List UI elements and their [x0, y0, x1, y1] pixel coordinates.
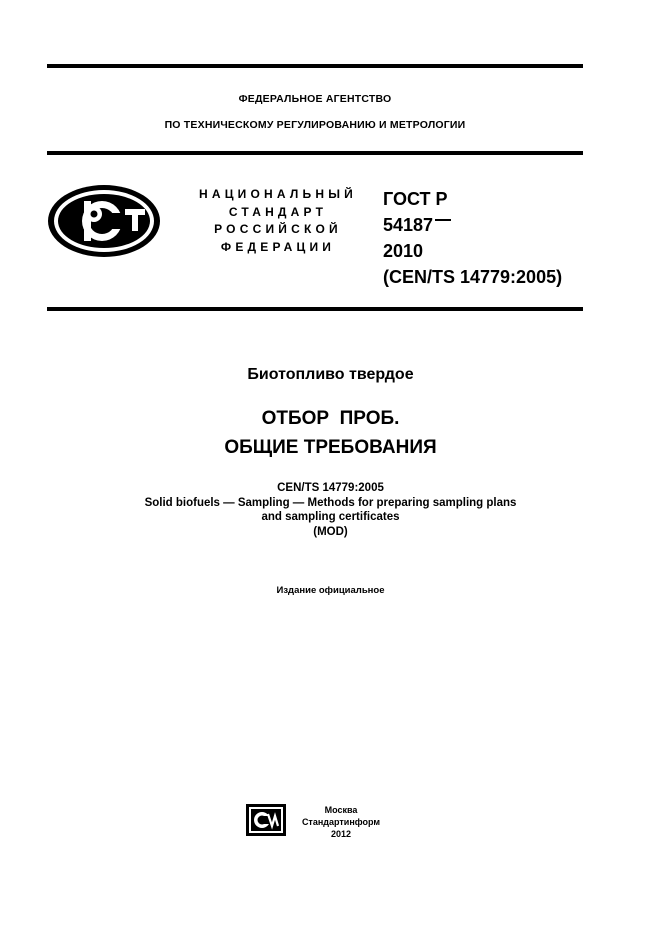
dash-mark [435, 219, 451, 221]
natstd-line-4: ФЕДЕРАЦИИ [220, 239, 336, 254]
designation-line-1: ГОСТ Р [383, 189, 448, 209]
designation-number: 54187 [383, 215, 434, 235]
publisher-year: 2012 [330, 829, 352, 839]
source-title-line-1: Solid biofuels — Sampling — Methods for preparing sampling plans [144, 496, 517, 509]
title-line-1: ОТБОР ПРОБ. [261, 408, 400, 429]
natstd-line-1: НАЦИОНАЛЬНЫЙ [198, 187, 358, 201]
top-rule [47, 64, 583, 68]
edition-label: Издание официальное [276, 585, 385, 596]
source-title-line-2: and sampling certificates [261, 511, 400, 523]
publisher-block [296, 804, 386, 840]
source-code: CEN/TS 14779:2005 [277, 482, 384, 494]
standartinform-logo-icon [246, 804, 286, 841]
title-line-2: ОБЩИЕ ТРЕБОВАНИЯ [224, 437, 437, 458]
natstd-line-3: РОССИЙСКОЙ [214, 222, 342, 236]
designation-cen: (CEN/TS 14779:2005) [383, 267, 563, 287]
publisher-name: Стандартинформ [301, 817, 381, 827]
gost-r-logo-icon [46, 183, 162, 264]
source-mod: (MOD) [313, 525, 348, 538]
bottom-rule [47, 307, 583, 311]
natstd-line-2: СТАНДАРТ [228, 204, 328, 219]
designation-year: 2010 [383, 241, 424, 261]
national-standard-label [188, 186, 368, 256]
agency-line-2: ПО ТЕХНИЧЕСКОМУ РЕГУЛИРОВАНИЮ И МЕТРОЛОГИИ [164, 119, 466, 131]
document-title [0, 404, 661, 462]
middle-rule [47, 151, 583, 155]
standard-designation [383, 186, 562, 290]
source-standard [0, 481, 661, 539]
agency-line-1: ФЕДЕРАЛЬНОЕ АГЕНТСТВО [238, 93, 392, 105]
publisher-city: Москва [324, 805, 358, 815]
document-subject: Биотопливо твердое [247, 366, 414, 383]
